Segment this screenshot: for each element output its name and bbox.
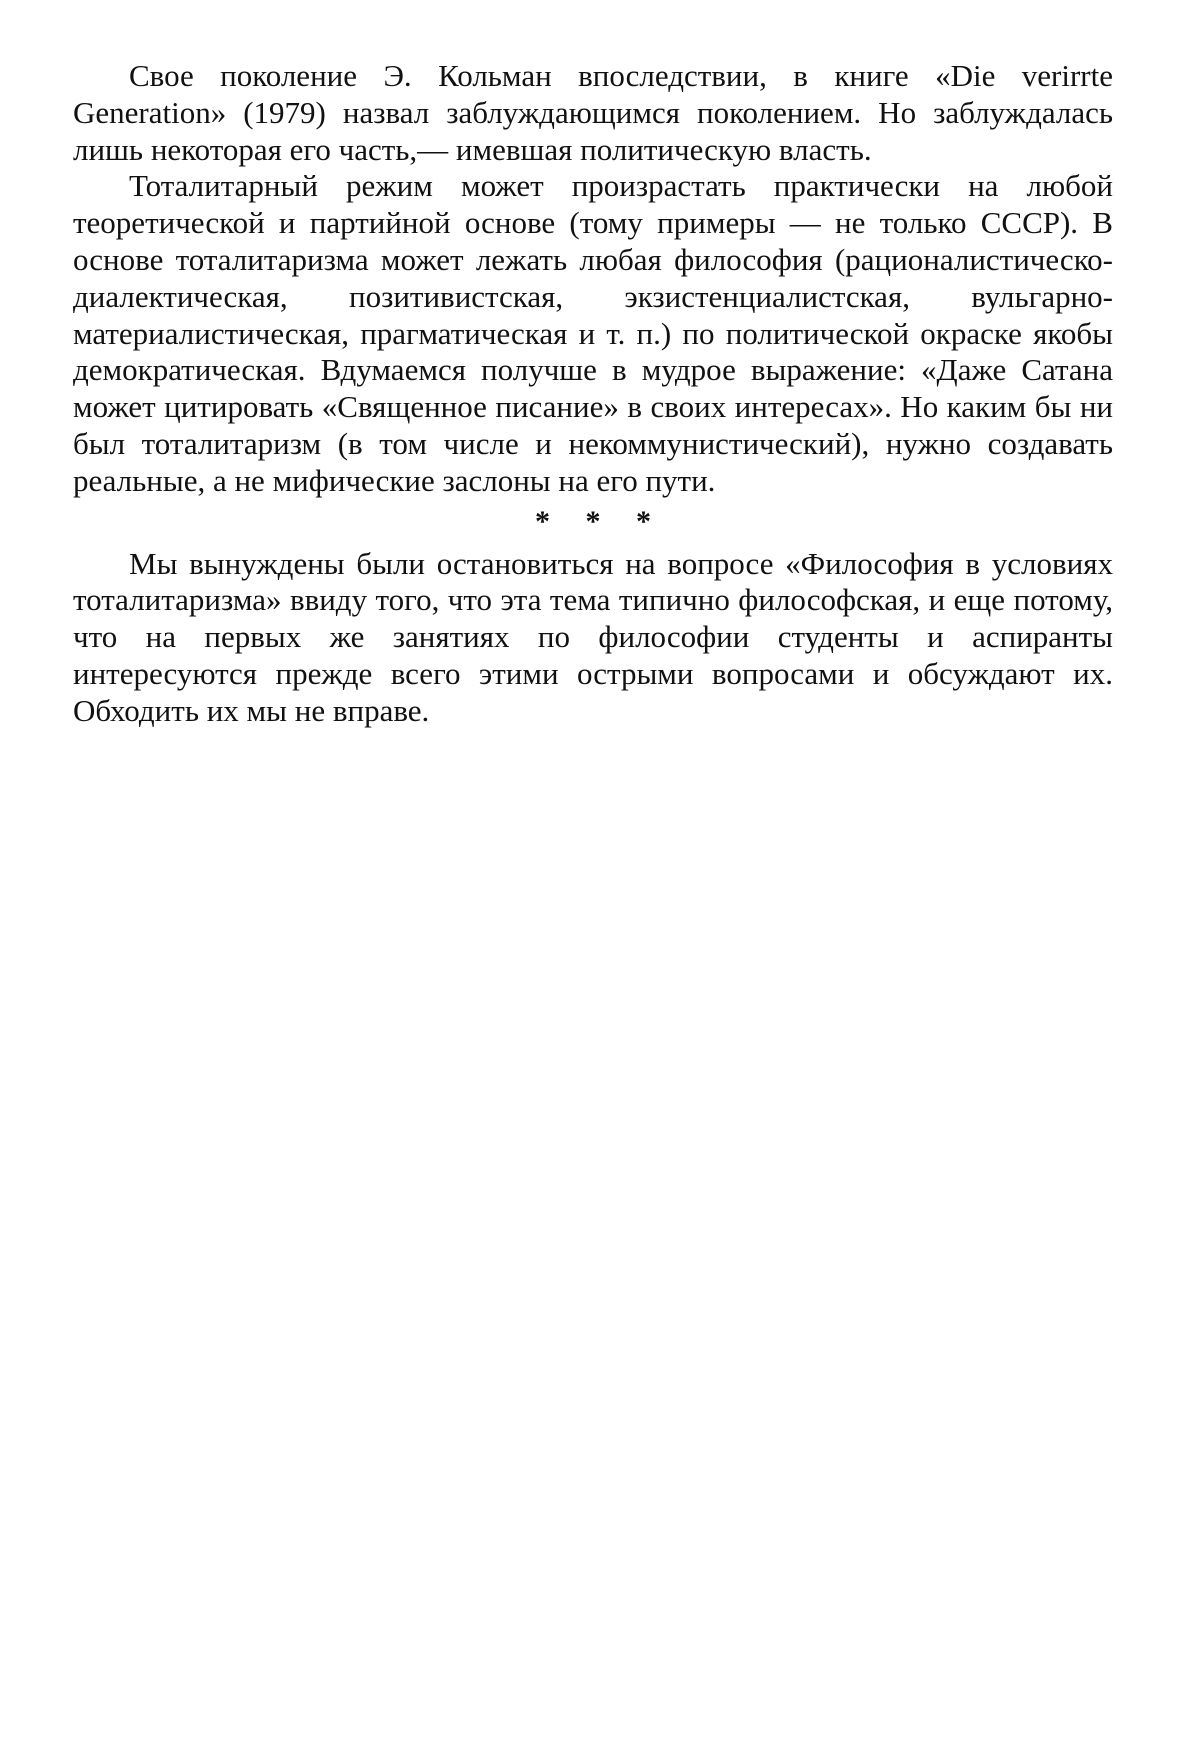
paragraph-totalitarian-regime: Тоталитарный режим может произрастать практически на любой теоретической и партийной основе (тому примеры — не только СССР). В основе тоталитаризма может лежать любая философия (рационалистическо-диалектическая, позитивистская, экзистенциалистская, вульгарно-материалистическая, прагматическая и т. п.) по политической окраске якобы демократическая. Вдумаемся получше в мудрое выражение: «Даже Сатана может цитировать «Священное писание» в своих интересах». Но каким бы ни был тоталитаризм (в том числе и некоммунистический), нужно создавать реальные, а не мифические заслоны на его пути.: [73, 168, 1113, 498]
section-break: * * *: [535, 504, 665, 538]
document-page: [73, 58, 1113, 730]
paragraph-kolman-generation: Свое поколение Э. Кольман впоследствии, в книге «Die verirrte Generation» (1979) назвал заблуждающимся поколением. Но заблуждалась лишь некоторая его часть,— имевшая политическую власть.: [73, 58, 1113, 167]
paragraph-philosophy-totalitarianism: Мы вынуждены были остановиться на вопросе «Философия в условиях тоталитаризма» ввиду того, что эта тема типично философская, и еще потому, что на первых же занятиях по философии студенты и аспиранты интересуются прежде всего этими острыми вопросами и обсуждают их. Обходить их мы не вправе.: [73, 545, 1113, 728]
